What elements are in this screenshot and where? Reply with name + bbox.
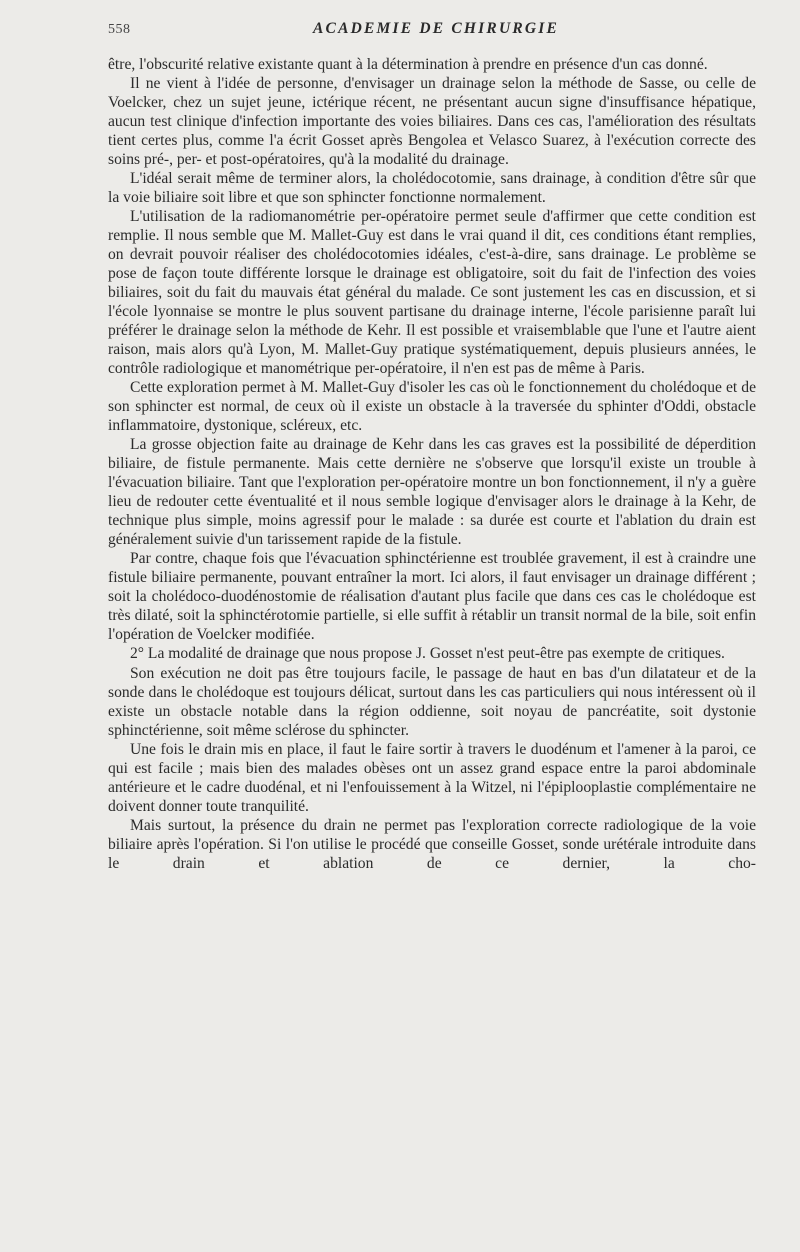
- body-text: [108, 55, 756, 873]
- paragraph: L'utilisation de la radiomanométrie per-opératoire permet seule d'affirmer que cette condition est remplie. Il nous semble que M. Mallet-Guy est dans le vrai quand il dit, ces conditions étant remplies, on devrait pouvoir réaliser des cholédocotomies idéales, c'est-à-dire, sans drainage. Le problème se pose de façon toute différente lorsque le drainage est obligatoire, soit du fait de l'infection des voies biliaires, soit du fait du mauvais état général du malade. Ce sont justement les cas en discussion, et si l'école lyonnaise se montre le plus souvent partisane du drainage interne, l'école parisienne paraît lui préférer le drainage selon la méthode de Kehr. Il est possible et vraisemblable que l'une et l'autre aient raison, mais alors qu'à Lyon, M. Mallet-Guy pratique systématiquement, depuis plusieurs années, le contrôle radiologique et manométrique per-opératoire, il n'en est pas de même à Paris.: [108, 208, 756, 378]
- paragraph: La grosse objection faite au drainage de Kehr dans les cas graves est la possibilité de déperdition biliaire, de fistule permanente. Mais cette dernière ne s'observe que lorsqu'il existe un trouble à l'évacuation biliaire. Tant que l'exploration per-opératoire montre un bon fonctionnement, il n'y a guère lieu de redouter cette éventualité et il nous semble logique d'envisager alors le drainage à la Kehr, de technique plus simple, moins agressif pour le malade : sa durée est courte et l'ablation du drain est généralement suivie d'un tarissement rapide de la fistule.: [108, 436, 756, 549]
- paragraph: Il ne vient à l'idée de personne, d'envisager un drainage selon la méthode de Sasse, ou celle de Voelcker, chez un sujet jeune, ictérique récent, ne présentant aucun signe d'insuffisance hépatique, aucun test clinique d'infection importante des voies biliaires. Dans ces cas, l'amélioration des résultats tient certes plus, comme l'a écrit Gosset après Bengolea et Velasco Suarez, à l'exécution correcte des soins pré-, per- et post-opératoires, qu'à la modalité du drainage.: [108, 75, 756, 169]
- paragraph: être, l'obscurité relative existante quant à la détermination à prendre en présence d'un cas donné.: [108, 56, 708, 73]
- running-title: ACADEMIE DE CHIRURGIE: [313, 20, 560, 37]
- paragraph: L'idéal serait même de terminer alors, la cholédocotomie, sans drainage, à condition d'être sûr que la voie biliaire soit libre et que son sphincter fonctionne normalement.: [108, 170, 756, 207]
- paragraph: 2° La modalité de drainage que nous propose J. Gosset n'est peut-être pas exempte de critiques.: [130, 645, 725, 663]
- page-header: [108, 20, 760, 42]
- paragraph: Mais surtout, la présence du drain ne permet pas l'exploration correcte radiologique de la voie biliaire après l'opération. Si l'on utilise le procédé que conseille Gosset, sonde urétérale introduite dans le drain et ablation de ce dernier, la cho-: [108, 816, 756, 872]
- paragraph: Une fois le drain mis en place, il faut le faire sortir à travers le duodénum et l'amener à la paroi, ce qui est facile ; mais bien des malades obèses ont un assez grand espace entre la paroi abdominale antérieure et le cadre duodénal, et ni l'enfouissement à la Witzel, ni l'épiplooplastie complémentaire ne doivent donner toute tranquilité.: [108, 740, 756, 815]
- paragraph: Par contre, chaque fois que l'évacuation sphinctérienne est troublée gravement, il est à craindre une fistule biliaire permanente, pouvant entraîner la mort. Ici alors, il faut envisager un drainage différent ; soit la cholédoco-duodénostomie de réalisation d'autant plus facile que dans ces cas le cholédoque est très dilaté, soit la sphinctérotomie partielle, si elle suffit à rétablir un transit normal de la bile, soit enfin l'opération de Voelcker modifiée.: [108, 550, 756, 644]
- paragraph: Cette exploration permet à M. Mallet-Guy d'isoler les cas où le fonctionnement du cholédoque et de son sphincter est normal, de ceux où il existe un obstacle à la traversée du sphinter d'Oddi, obstacle inflammatoire, dystonique, scléreux, etc.: [108, 379, 756, 435]
- page-number: 558: [108, 22, 131, 37]
- paragraph: Son exécution ne doit pas être toujours facile, le passage de haut en bas d'un dilatateur et de la sonde dans le cholédoque est toujours délicat, surtout dans les cas particuliers qui nous intéressent où il existe un obstacle notable dans la région oddienne, soit noyau de pancréatite, soit dystonie sphinctérienne, soit même sclérose du sphincter.: [108, 664, 756, 739]
